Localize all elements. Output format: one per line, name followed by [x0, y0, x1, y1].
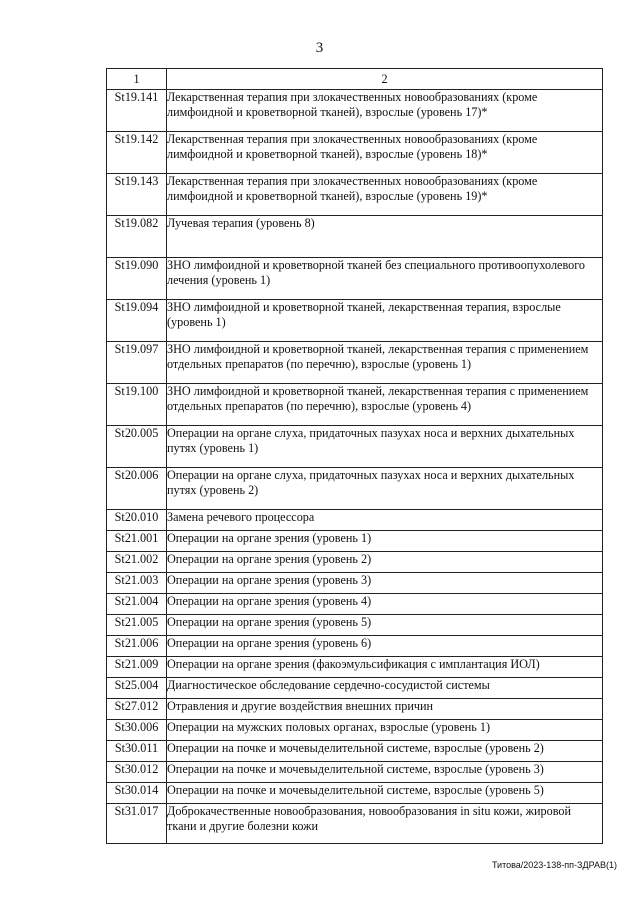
row-code: St27.012	[107, 699, 167, 720]
table-row	[107, 426, 603, 468]
table-row	[107, 174, 603, 216]
row-code: St20.005	[107, 426, 167, 468]
row-name: Операции на органе зрения (факоэмульсификация с имплантация ИОЛ)	[167, 657, 603, 678]
table-row	[107, 216, 603, 258]
row-name: Операции на органе слуха, придаточных пазухах носа и верхних дыхательных путях (уровень 1)	[167, 426, 603, 468]
row-code: St21.002	[107, 552, 167, 573]
row-name: Операции на органе зрения (уровень 4)	[167, 594, 603, 615]
table-row	[107, 531, 603, 552]
table-row	[107, 741, 603, 762]
row-name: Операции на органе зрения (уровень 6)	[167, 636, 603, 657]
row-name: ЗНО лимфоидной и кроветворной тканей, лекарственная терапия, взрослые (уровень 1)	[167, 300, 603, 342]
page-number: 3	[315, 40, 324, 56]
row-name: Операции на почке и мочевыделительной системе, взрослые (уровень 3)	[167, 762, 603, 783]
column-header-1: 1	[107, 69, 167, 90]
row-code: St21.009	[107, 657, 167, 678]
row-code: St19.142	[107, 132, 167, 174]
row-name: Диагностическое обследование сердечно-сосудистой системы	[167, 678, 603, 699]
row-name: Лекарственная терапия при злокачественных новообразованиях (кроме лимфоидной и кроветворной тканей), взрослые (уровень 17)*	[167, 90, 603, 132]
row-code: St19.090	[107, 258, 167, 300]
row-code: St19.082	[107, 216, 167, 258]
table-row	[107, 720, 603, 741]
table-header-row	[107, 69, 603, 90]
row-code: St20.006	[107, 468, 167, 510]
table-row	[107, 510, 603, 531]
table-row	[107, 573, 603, 594]
table-row	[107, 300, 603, 342]
row-name: Операции на мужских половых органах, взрослые (уровень 1)	[167, 720, 603, 741]
table-row	[107, 384, 603, 426]
table-row	[107, 552, 603, 573]
table-row	[107, 258, 603, 300]
row-name: Операции на органе слуха, придаточных пазухах носа и верхних дыхательных путях (уровень 2)	[167, 468, 603, 510]
row-code: St19.094	[107, 300, 167, 342]
row-code: St21.006	[107, 636, 167, 657]
row-code: St21.004	[107, 594, 167, 615]
table-row	[107, 90, 603, 132]
table-row	[107, 762, 603, 783]
row-code: St30.012	[107, 762, 167, 783]
row-name: ЗНО лимфоидной и кроветворной тканей без специального противоопухолевого лечения (уровень 1)	[167, 258, 603, 300]
row-code: St30.011	[107, 741, 167, 762]
row-code: St25.004	[107, 678, 167, 699]
document-footer: Титова/2023-138-пп-ЗДРАВ(1)	[491, 860, 617, 870]
row-name: Лекарственная терапия при злокачественных новообразованиях (кроме лимфоидной и кроветворной тканей), взрослые (уровень 18)*	[167, 132, 603, 174]
table-row	[107, 783, 603, 804]
row-code: St21.005	[107, 615, 167, 636]
row-name: Операции на почке и мочевыделительной системе, взрослые (уровень 5)	[167, 783, 603, 804]
row-name: Замена речевого процессора	[167, 510, 603, 531]
row-name: ЗНО лимфоидной и кроветворной тканей, лекарственная терапия с применением отдельных препаратов (по перечню), взрослые (уровень 4)	[167, 384, 603, 426]
row-code: St30.014	[107, 783, 167, 804]
column-header-2: 2	[167, 69, 603, 90]
table-row	[107, 615, 603, 636]
row-name: Лучевая терапия (уровень 8)	[167, 216, 603, 258]
table-row	[107, 699, 603, 720]
row-name: Операции на почке и мочевыделительной системе, взрослые (уровень 2)	[167, 741, 603, 762]
row-code: St21.001	[107, 531, 167, 552]
row-code: St31.017	[107, 804, 167, 844]
row-name: Доброкачественные новообразования, новообразования in situ кожи, жировой ткани и другие болезни кожи	[167, 804, 603, 844]
row-name: ЗНО лимфоидной и кроветворной тканей, лекарственная терапия с применением отдельных препаратов (по перечню), взрослые (уровень 1)	[167, 342, 603, 384]
table-row	[107, 804, 603, 844]
row-name: Операции на органе зрения (уровень 1)	[167, 531, 603, 552]
row-code: St30.006	[107, 720, 167, 741]
table-row	[107, 678, 603, 699]
table-row	[107, 468, 603, 510]
row-name: Операции на органе зрения (уровень 2)	[167, 552, 603, 573]
table-row	[107, 132, 603, 174]
table-row	[107, 657, 603, 678]
row-code: St20.010	[107, 510, 167, 531]
row-code: St21.003	[107, 573, 167, 594]
row-name: Операции на органе зрения (уровень 5)	[167, 615, 603, 636]
table-row	[107, 594, 603, 615]
row-name: Лекарственная терапия при злокачественных новообразованиях (кроме лимфоидной и кроветворной тканей), взрослые (уровень 19)*	[167, 174, 603, 216]
row-code: St19.143	[107, 174, 167, 216]
tariff-table	[106, 68, 603, 844]
row-code: St19.097	[107, 342, 167, 384]
row-name: Отравления и другие воздействия внешних причин	[167, 699, 603, 720]
table-row	[107, 342, 603, 384]
table-row	[107, 636, 603, 657]
row-code: St19.141	[107, 90, 167, 132]
row-name: Операции на органе зрения (уровень 3)	[167, 573, 603, 594]
row-code: St19.100	[107, 384, 167, 426]
